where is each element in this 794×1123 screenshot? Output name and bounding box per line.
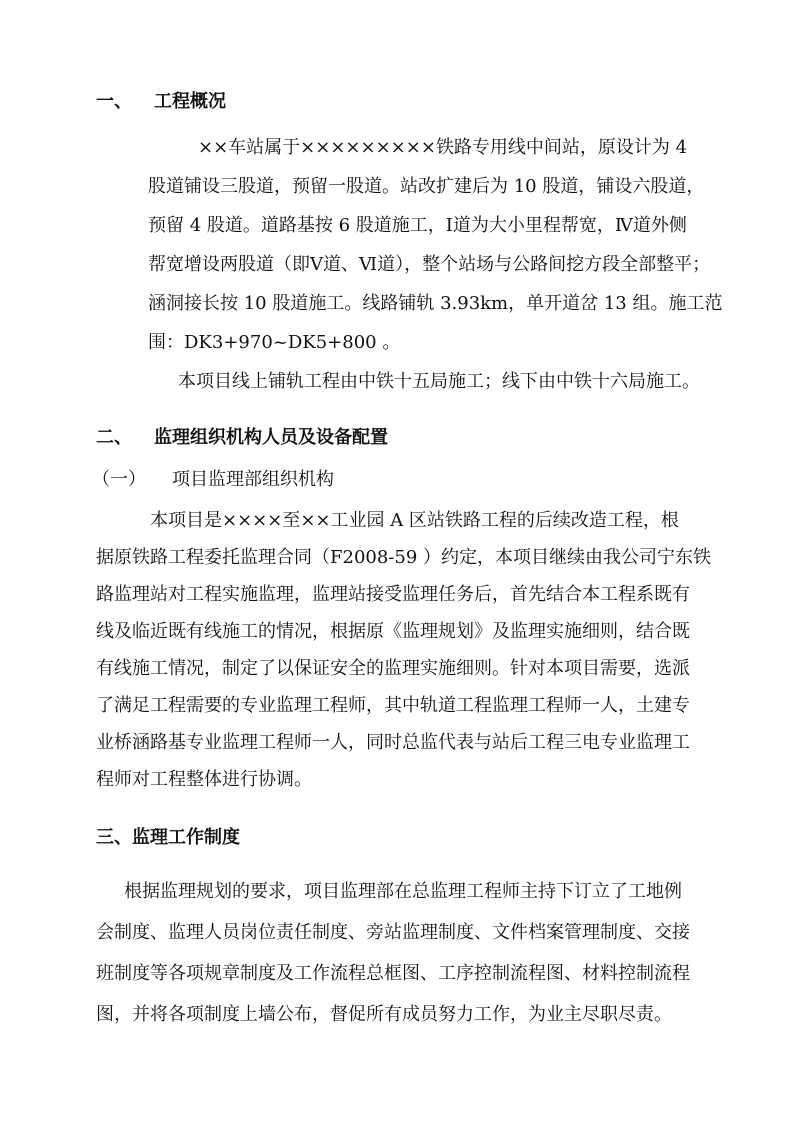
section-1-paragraph-1-line-4: 帮宽增设两股道（即Ⅴ道、Ⅵ道），整个站场与公路间挖方段全部整平； [148, 254, 711, 275]
section-2-paragraph-line-8: 程师对工程整体进行协调。 [96, 769, 312, 790]
section-1-paragraph-1-line-6: 围：DK3+970~DK5+800 。 [148, 332, 401, 353]
subsection-1-title: 项目监理部组织机构 [172, 469, 334, 490]
section-1-paragraph-1-line-3: 预留 4 股道。道路基按 6 股道施工，Ⅰ道为大小里程帮宽，Ⅳ道外侧 [148, 215, 687, 236]
section-2-paragraph-line-5: 有线施工情况，制定了以保证安全的监理实施细则。针对本项目需要，选派 [96, 658, 690, 679]
section-2-paragraph-line-3: 路监理站对工程实施监理，监理站接受监理任务后，首先结合本工程系既有 [96, 584, 690, 605]
section-2-subheading-1 [92, 468, 334, 492]
section-2-paragraph-line-7: 业桥涵路基专业监理工程师一人，同时总监代表与站后工程三电专业监理工 [96, 732, 690, 753]
section-2-paragraph-line-1: 本项目是××××至××工业园 A 区站铁路工程的后续改造工程，根 [150, 510, 679, 531]
section-1-number: 一、 [96, 91, 132, 112]
section-3-paragraph-line-1: 根据监理规划的要求，项目监理部在总监理工程师主持下订立了工地例 [124, 881, 682, 902]
subsection-1-number: （一） [92, 469, 146, 490]
section-2-heading [96, 426, 388, 450]
section-1-paragraph-1-line-1: ××车站属于×××××××××铁路专用线中间站，原设计为 4 [198, 137, 688, 158]
section-1-paragraph-1-line-2: 股道铺设三股道，预留一股道。站改扩建后为 10 股道，铺设六股道， [148, 176, 705, 197]
section-3-paragraph-line-4: 图，并将各项制度上墙公布，督促所有成员努力工作，为业主尽职尽责。 [96, 1004, 672, 1025]
section-2-title: 监理组织机构人员及设备配置 [154, 427, 388, 448]
section-1-paragraph-2: 本项目线上铺轨工程由中铁十五局施工；线下由中铁十六局施工。 [178, 371, 700, 392]
section-2-number: 二、 [96, 427, 132, 448]
section-3-paragraph-line-3: 班制度等各项规章制度及工作流程总框图、工序控制流程图、材料控制流程 [96, 963, 690, 984]
section-1-paragraph-1-line-5: 涵洞接长按 10 股道施工。线路铺轨 3.93km，单开道岔 13 组。施工范 [148, 293, 723, 314]
section-3-paragraph-line-2: 会制度、监理人员岗位责任制度、旁站监理制度、文件档案管理制度、交接 [96, 922, 690, 943]
section-3-heading: 三、监理工作制度 [96, 827, 240, 848]
section-2-paragraph-line-6: 了满足工程需要的专业监理工程师，其中轨道工程监理工程师一人，土建专 [96, 695, 690, 716]
section-1-heading [96, 90, 226, 114]
section-1-title: 工程概况 [154, 91, 226, 112]
section-2-paragraph-line-4: 线及临近既有线施工的情况，根据原《监理规划》及监理实施细则，结合既 [96, 621, 690, 642]
section-2-paragraph-line-2: 据原铁路工程委托监理合同（F2008-59 ）约定，本项目继续由我公司宁东铁 [96, 547, 712, 568]
